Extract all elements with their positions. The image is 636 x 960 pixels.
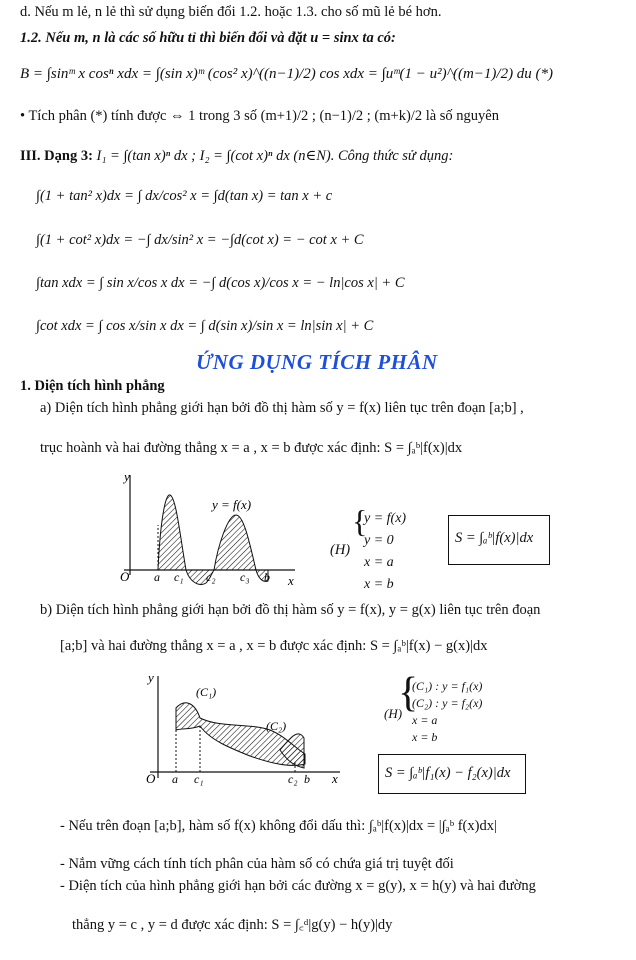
curve-label: y = f(x) (212, 497, 252, 512)
note-1: - Nếu trên đoạn [a;b], hàm số f(x) không đổi dấu thì: ∫ₐᵇ|f(x)|dx = |∫ₐᵇ f(x)dx| (60, 818, 497, 834)
system-label: (H) (384, 706, 403, 721)
brace: { (352, 503, 368, 539)
line-d: d. Nếu m lẻ, n lẻ thì sử dụng biến đổi 1.2. hoặc 1.3. cho số mũ lẻ bé hơn. (20, 4, 442, 20)
x-axis-label: x (288, 573, 294, 588)
figure-2-graph (140, 668, 350, 798)
system-2: (C₁) : y = f₁(x) (C₂) : y = f₂(x) x = a x = b (412, 679, 483, 744)
y-axis-label: y (124, 469, 130, 484)
b-line2: [a;b] và hai đường thẳng x = a , x = b được xác định: S = ∫ₐᵇ|f(x) − g(x)|dx (60, 638, 488, 654)
brace: { (398, 670, 419, 716)
dang3-line (20, 148, 453, 165)
hatched-region (158, 495, 186, 570)
system-1: y = f(x) y = 0 x = a x = b (364, 511, 407, 592)
system-label: (H) (330, 542, 351, 558)
formula-B: B = ∫sinᵐ x cosⁿ xdx = ∫(sin x)ᵐ (cos² x)^((n−1)/2) cos xdx = ∫uᵐ(1 − u²)^((m−1)/2) du (*) (20, 66, 554, 82)
section-title: ỨNG DỤNG TÍCH PHÂN (196, 350, 438, 374)
a-line2: trục hoành và hai đường thẳng x = a , x = b được xác định: S = ∫ₐᵇ|f(x)|dx (40, 440, 463, 456)
tick-label: a (154, 570, 160, 584)
result-box-1 (448, 515, 550, 565)
b-line1: b) Diện tích hình phẳng giới hạn bởi đồ thị hàm số y = f(x), y = g(x) liên tục trên đoạn (40, 602, 541, 618)
origin-label: O (146, 771, 156, 786)
bullet-item: ∫(1 + tan² x)dx = ∫ dx/cos² x = ∫d(tan x) = tan x + c (36, 188, 333, 204)
tick-label: c₂ (206, 570, 216, 584)
tick-label: a (172, 772, 178, 786)
c1-label: (C₁) (196, 685, 217, 699)
c2-label: (C₂) (266, 719, 287, 733)
note-3-line2: thẳng y = c , y = d được xác định: S = ∫꜀ᵈ|g(y) − h(y)|dy (72, 917, 393, 933)
dang3-label: III. Dạng 3: (20, 148, 93, 164)
tick-label: c₁ (194, 772, 204, 786)
note-3-line1: - Diện tích của hình phẳng giới hạn bởi các đường x = g(y), x = h(y) và hai đường (60, 878, 536, 894)
dang3-suffix: Công thức sử dụng: (338, 148, 454, 164)
tich-phan-note: • Tích phân (*) tính được ⇔ 1 trong 3 số (m+1)/2 ; (n−1)/2 ; (m+k)/2 là số nguyên (20, 108, 499, 124)
dang3-formula: I₁ = ∫(tan x)ⁿ dx ; I₂ = ∫(cot x)ⁿ dx (n∈N). (96, 148, 335, 164)
box-formula: S = ∫ₐᵇ|f(x)|dx (455, 530, 534, 546)
hatched-region (214, 515, 256, 570)
section-1-2-title: 1.2. Nếu m, n là các số hữu tỉ thì biến đổi và đặt u = sinx ta có: (20, 30, 396, 46)
origin-label: O (120, 569, 130, 584)
y-axis-label: y (148, 670, 154, 685)
a-line1: a) Diện tích hình phẳng giới hạn bởi đồ thị hàm số y = f(x) liên tục trên đoạn [a;b] , (40, 400, 524, 416)
bullet-item: ∫(1 + cot² x)dx = −∫ dx/sin² x = −∫d(cot x) = − cot x + C (36, 232, 364, 248)
tick-label: c₁ (174, 570, 184, 584)
tick-label: c₂ (288, 772, 298, 786)
tick-label: b (304, 772, 310, 786)
box-formula: S = ∫ₐᵇ|f₁(x) − f₂(x)|dx (385, 765, 511, 781)
sec1-heading: 1. Diện tích hình phẳng (20, 378, 165, 394)
note-2: - Nắm vững cách tính tích phân của hàm số có chứa giá trị tuyệt đối (60, 856, 454, 872)
tick-label: b (264, 570, 270, 584)
bullet-item: ∫cot xdx = ∫ cos x/sin x dx = ∫ d(sin x)/sin x = ln|sin x| + C (36, 318, 374, 334)
figure-1-graph (110, 465, 310, 600)
bullet-item: ∫tan xdx = ∫ sin x/cos x dx = −∫ d(cos x)/cos x = − ln|cos x| + C (36, 275, 405, 291)
x-axis-label: x (332, 771, 338, 786)
tick-label: c₃ (240, 570, 250, 584)
result-box-2 (378, 754, 526, 794)
